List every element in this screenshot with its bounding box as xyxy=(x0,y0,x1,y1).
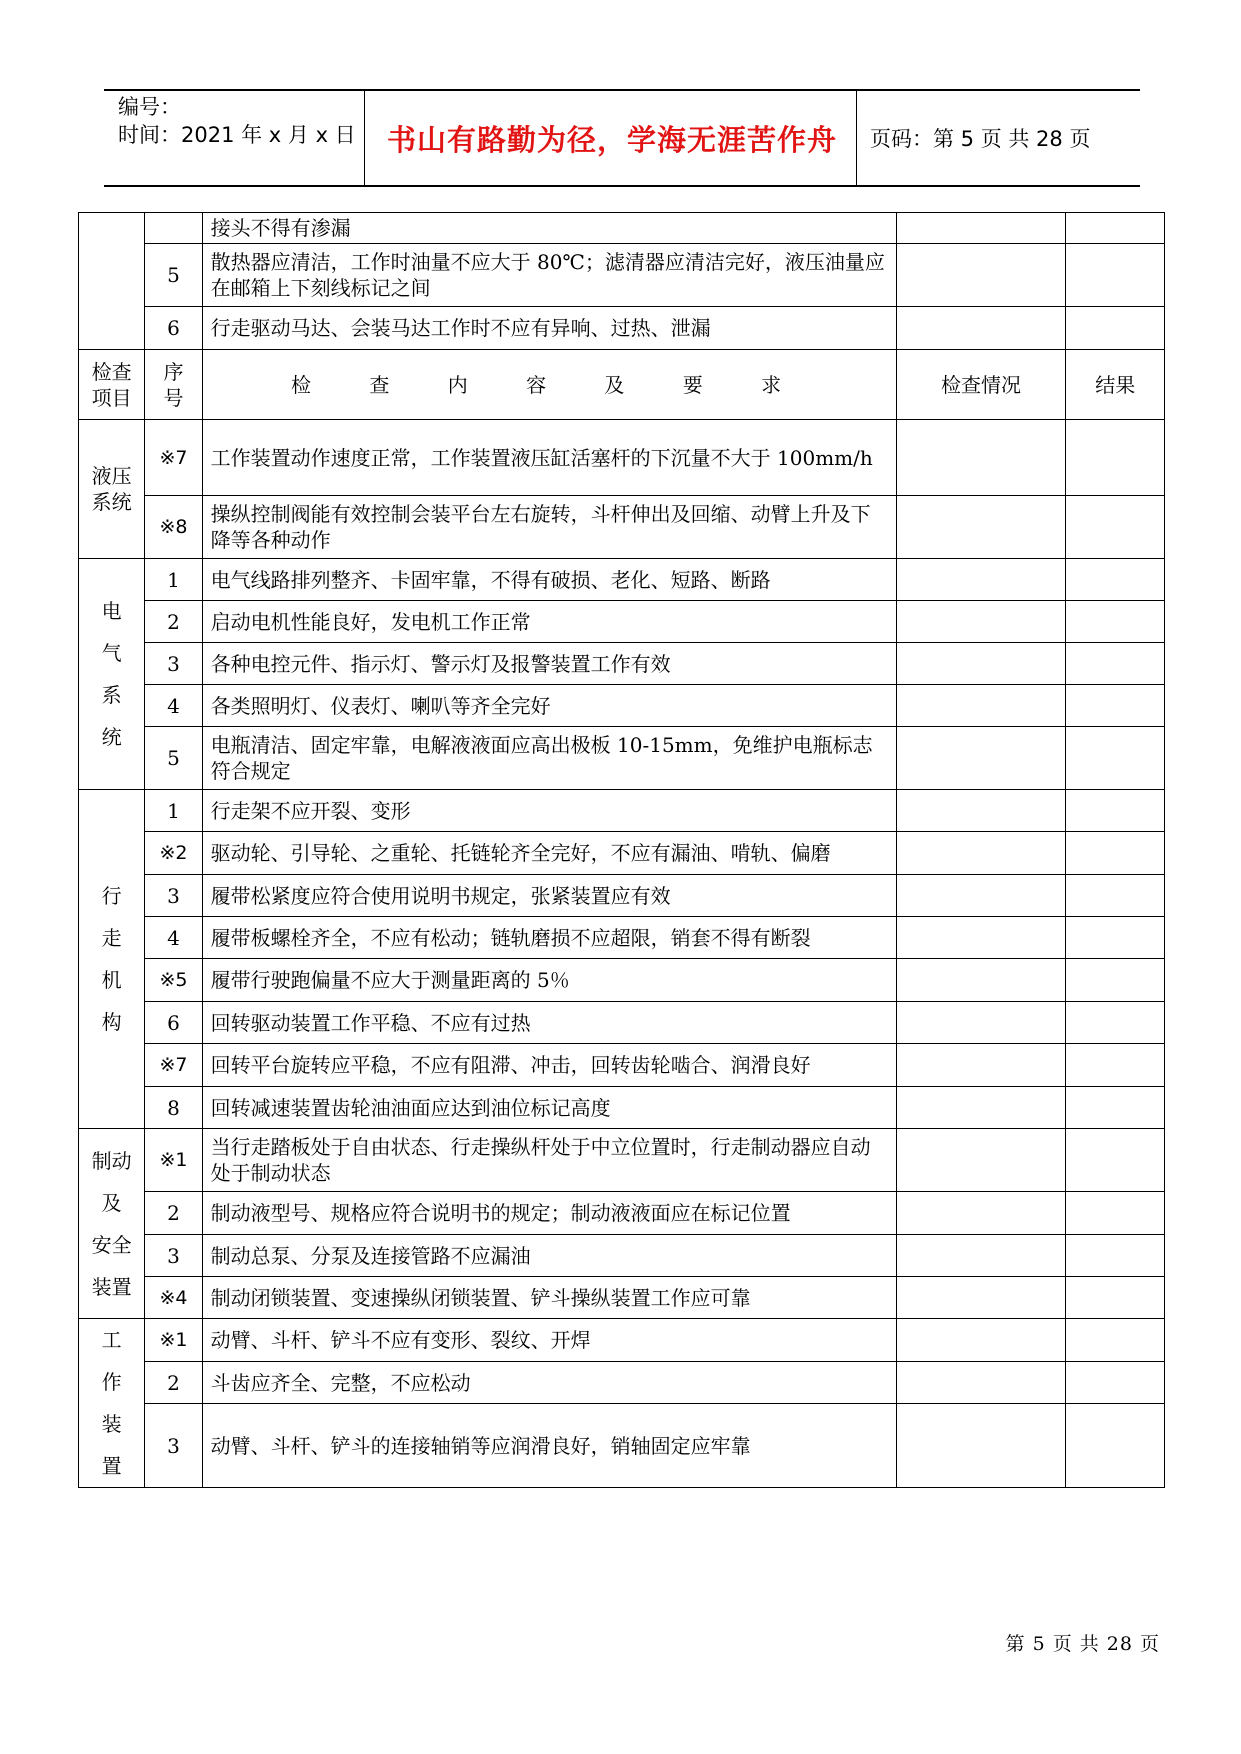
status-cell[interactable] xyxy=(896,875,1066,917)
table-row xyxy=(79,1192,1165,1235)
result-cell[interactable] xyxy=(1066,244,1165,307)
row-number: 5 xyxy=(145,244,202,307)
row-number xyxy=(145,213,202,244)
header-result: 结果 xyxy=(1066,350,1165,420)
table-row xyxy=(79,1404,1165,1488)
result-cell[interactable] xyxy=(1066,601,1165,643)
header-meta xyxy=(118,93,372,149)
row-number: 3 xyxy=(145,1404,202,1488)
status-cell[interactable] xyxy=(896,685,1066,727)
table-row xyxy=(79,875,1165,917)
row-content: 回转驱动装置工作平稳、不应有过热 xyxy=(202,1002,896,1044)
row-content: 行走驱动马达、会装马达工作时不应有异响、过热、泄漏 xyxy=(202,307,896,350)
row-number: ※1 xyxy=(145,1129,202,1192)
result-cell[interactable] xyxy=(1066,643,1165,685)
row-number: 4 xyxy=(145,917,202,959)
table-row xyxy=(79,1002,1165,1044)
table-header-row xyxy=(79,350,1165,420)
table-row xyxy=(79,559,1165,601)
header-page-code: 页码：第 5 页 共 28 页 xyxy=(870,127,1091,151)
header-motto: 书山有路勤为径，学海无涯苦作舟 xyxy=(386,122,837,157)
row-number: 2 xyxy=(145,601,202,643)
table-row xyxy=(79,643,1165,685)
result-cell[interactable] xyxy=(1066,685,1165,727)
category-electrical: 电 气 系 统 xyxy=(79,559,145,790)
page-header xyxy=(104,89,1140,187)
status-cell[interactable] xyxy=(896,496,1066,559)
row-number: ※8 xyxy=(145,496,202,559)
category-hydraulic: 液压系统 xyxy=(79,420,145,559)
result-cell[interactable] xyxy=(1066,727,1165,790)
status-cell[interactable] xyxy=(896,1235,1066,1277)
status-cell[interactable] xyxy=(896,790,1066,832)
status-cell[interactable] xyxy=(896,1362,1066,1404)
status-cell[interactable] xyxy=(896,213,1066,244)
status-cell[interactable] xyxy=(896,1129,1066,1192)
row-number: 3 xyxy=(145,875,202,917)
row-content: 电气线路排列整齐、卡固牢靠，不得有破损、老化、短路、断路 xyxy=(202,559,896,601)
row-content: 履带松紧度应符合使用说明书规定，张紧装置应有效 xyxy=(202,875,896,917)
status-cell[interactable] xyxy=(896,420,1066,496)
result-cell[interactable] xyxy=(1066,1192,1165,1235)
table-row xyxy=(79,601,1165,643)
status-cell[interactable] xyxy=(896,1002,1066,1044)
category-working-device: 工 作 装 置 xyxy=(79,1319,145,1488)
table-row xyxy=(79,685,1165,727)
table-row xyxy=(79,307,1165,350)
table-row xyxy=(79,1044,1165,1087)
header-no: 序号 xyxy=(145,350,202,420)
row-content: 各种电控元件、指示灯、警示灯及报警装置工作有效 xyxy=(202,643,896,685)
result-cell[interactable] xyxy=(1066,917,1165,959)
result-cell[interactable] xyxy=(1066,1044,1165,1087)
page-footer: 第 5 页 共 28 页 xyxy=(1005,1633,1160,1655)
row-number: 6 xyxy=(145,1002,202,1044)
row-number: 2 xyxy=(145,1362,202,1404)
row-content: 电瓶清洁、固定牢靠，电解液液面应高出极板 10-15mm，免维护电瓶标志符合规定 xyxy=(202,727,896,790)
header-divider-left xyxy=(364,91,365,185)
table-row xyxy=(79,1235,1165,1277)
result-cell[interactable] xyxy=(1066,1235,1165,1277)
header-divider-right xyxy=(856,91,857,185)
row-number: 5 xyxy=(145,727,202,790)
row-content: 斗齿应齐全、完整，不应松动 xyxy=(202,1362,896,1404)
row-content: 接头不得有渗漏 xyxy=(202,213,896,244)
row-content: 工作装置动作速度正常，工作装置液压缸活塞杆的下沉量不大于 100mm/h xyxy=(202,420,896,496)
row-content: 制动液型号、规格应符合说明书的规定；制动液液面应在标记位置 xyxy=(202,1192,896,1235)
row-content: 启动电机性能良好，发电机工作正常 xyxy=(202,601,896,643)
status-cell[interactable] xyxy=(896,559,1066,601)
row-number: ※4 xyxy=(145,1277,202,1319)
row-number: 1 xyxy=(145,790,202,832)
status-cell[interactable] xyxy=(896,1277,1066,1319)
inspection-table xyxy=(78,212,1165,1488)
status-cell[interactable] xyxy=(896,307,1066,350)
row-number: 1 xyxy=(145,559,202,601)
serial-label: 编号： xyxy=(118,95,181,119)
result-cell[interactable] xyxy=(1066,959,1165,1002)
table-row xyxy=(79,1129,1165,1192)
row-number: ※7 xyxy=(145,420,202,496)
row-content: 回转减速装置齿轮油油面应达到油位标记高度 xyxy=(202,1087,896,1129)
table-row xyxy=(79,213,1165,244)
table-row xyxy=(79,727,1165,790)
row-number: 4 xyxy=(145,685,202,727)
row-content: 当行走踏板处于自由状态、行走操纵杆处于中立位置时，行走制动器应自动处于制动状态 xyxy=(202,1129,896,1192)
row-content: 动臂、斗杆、铲斗不应有变形、裂纹、开焊 xyxy=(202,1319,896,1362)
status-cell[interactable] xyxy=(896,1192,1066,1235)
table-row xyxy=(79,1087,1165,1129)
status-cell[interactable] xyxy=(896,1044,1066,1087)
result-cell[interactable] xyxy=(1066,1404,1165,1488)
row-number: ※2 xyxy=(145,832,202,875)
row-number: 3 xyxy=(145,643,202,685)
row-content: 履带行驶跑偏量不应大于测量距离的 5％ xyxy=(202,959,896,1002)
result-cell[interactable] xyxy=(1066,790,1165,832)
status-cell[interactable] xyxy=(896,643,1066,685)
status-cell[interactable] xyxy=(896,1404,1066,1488)
header-content: 检 查 内 容 及 要 求 xyxy=(202,350,896,420)
table-row xyxy=(79,832,1165,875)
status-cell[interactable] xyxy=(896,244,1066,307)
table-row xyxy=(79,917,1165,959)
result-cell[interactable] xyxy=(1066,1129,1165,1192)
result-cell[interactable] xyxy=(1066,1362,1165,1404)
table-row xyxy=(79,1362,1165,1404)
header-item: 检查项目 xyxy=(79,350,145,420)
row-content: 制动闭锁装置、变速操纵闭锁装置、铲斗操纵装置工作应可靠 xyxy=(202,1277,896,1319)
row-number: ※7 xyxy=(145,1044,202,1087)
status-cell[interactable] xyxy=(896,917,1066,959)
row-content: 履带板螺栓齐全，不应有松动；链轨磨损不应超限，销套不得有断裂 xyxy=(202,917,896,959)
row-content: 各类照明灯、仪表灯、喇叭等齐全完好 xyxy=(202,685,896,727)
status-cell[interactable] xyxy=(896,1087,1066,1129)
status-cell[interactable] xyxy=(896,1319,1066,1362)
table-row xyxy=(79,420,1165,496)
result-cell[interactable] xyxy=(1066,1277,1165,1319)
row-content: 制动总泵、分泵及连接管路不应漏油 xyxy=(202,1235,896,1277)
status-cell[interactable] xyxy=(896,601,1066,643)
result-cell[interactable] xyxy=(1066,559,1165,601)
table-row xyxy=(79,959,1165,1002)
status-cell[interactable] xyxy=(896,727,1066,790)
result-cell[interactable] xyxy=(1066,875,1165,917)
result-cell[interactable] xyxy=(1066,1087,1165,1129)
result-cell[interactable] xyxy=(1066,496,1165,559)
row-content: 散热器应清洁，工作时油量不应大于 80℃；滤清器应清洁完好，液压油量应在邮箱上下刻线标记之间 xyxy=(202,244,896,307)
row-number: 6 xyxy=(145,307,202,350)
time-label: 时间：2021 年 x 月 x 日 xyxy=(118,123,356,147)
category-brake: 制动 及 安全 装置 xyxy=(79,1129,145,1319)
row-content: 操纵控制阀能有效控制会装平台左右旋转，斗杆伸出及回缩、动臂上升及下降等各种动作 xyxy=(202,496,896,559)
row-number: ※5 xyxy=(145,959,202,1002)
row-content: 驱动轮、引导轮、之重轮、托链轮齐全完好，不应有漏油、啃轨、偏磨 xyxy=(202,832,896,875)
result-cell[interactable] xyxy=(1066,213,1165,244)
table-row xyxy=(79,496,1165,559)
table-row xyxy=(79,790,1165,832)
row-content: 动臂、斗杆、铲斗的连接轴销等应润滑良好，销轴固定应牢靠 xyxy=(202,1404,896,1488)
result-cell[interactable] xyxy=(1066,307,1165,350)
row-number: 2 xyxy=(145,1192,202,1235)
category-travel: 行 走 机 构 xyxy=(79,790,145,1129)
table-row xyxy=(79,1277,1165,1319)
row-number: 3 xyxy=(145,1235,202,1277)
result-cell[interactable] xyxy=(1066,1319,1165,1362)
status-cell[interactable] xyxy=(896,832,1066,875)
row-number: 8 xyxy=(145,1087,202,1129)
table-row xyxy=(79,244,1165,307)
result-cell[interactable] xyxy=(1066,420,1165,496)
header-status: 检查情况 xyxy=(896,350,1066,420)
result-cell[interactable] xyxy=(1066,832,1165,875)
status-cell[interactable] xyxy=(896,959,1066,1002)
category-cell-continued xyxy=(79,213,145,350)
row-content: 行走架不应开裂、变形 xyxy=(202,790,896,832)
row-number: ※1 xyxy=(145,1319,202,1362)
row-content: 回转平台旋转应平稳，不应有阻滞、冲击，回转齿轮啮合、润滑良好 xyxy=(202,1044,896,1087)
result-cell[interactable] xyxy=(1066,1002,1165,1044)
table-row xyxy=(79,1319,1165,1362)
